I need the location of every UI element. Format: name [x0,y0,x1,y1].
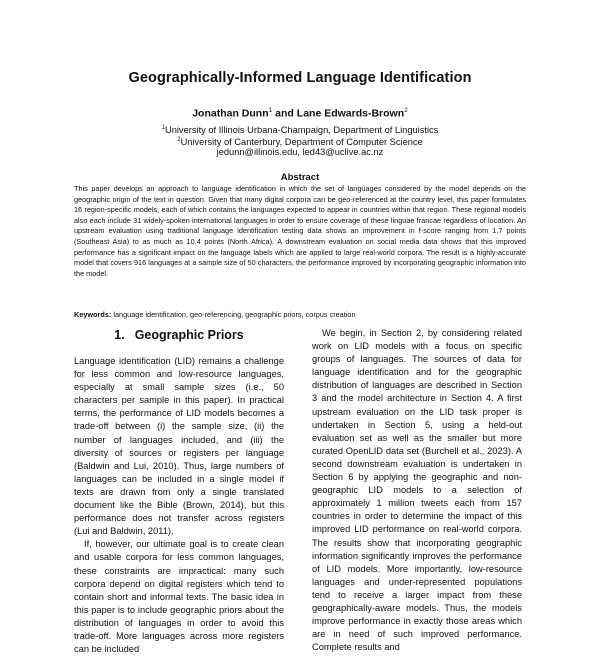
abstract-heading: Abstract [280,172,320,183]
abstract-body: This paper develops an approach to language identification in which the set of languages considered by the model depends on the geographic origin of the text in question. Given that many digital corpora can be geo-referenced at the country level, this paper formulates 16 region-specific models, each of which contains the languages expected to appear in countries within that region. These regional models also each include 31 widely-spoken international languages in order to ensure coverage of these linguae francae regardless of location. An upstream evaluation using traditional language identification testing data shows an improvement in f-score ranging from 1.7 points (Southeast Asia) to as much as 10.4 points (North Africa). A downstream evaluation on social media data shows that this improved performance has a significant impact on the language labels which are applied to large real-world corpora. The result is a highly-accurate model that covers 916 languages at a sample size of 50 characters, the performance improved by incorporating geographic information into the model. [74,184,526,278]
keywords-label: Keywords: [74,310,112,319]
keywords-text: language identification, geo-referencing, geographic priors, corpus creation [113,310,356,319]
author-emails: jedunn@illinois.edu, led43@uclive.ac.nz [216,147,384,157]
affiliation-2-text: University of Canterbury, Department of Computer Science [180,137,423,148]
section-title: Geographic Priors [134,328,244,342]
left-column [74,327,284,656]
author-1-mark: 1 [268,107,273,114]
author-1: Jonathan Dunn [192,107,269,120]
body-paragraph: Language identification (LID) remains a challenge for less common and low-resource languages, especially at small sample sizes (i.e., 50 characters per sample in this paper). In practical terms, the performance of LID models becomes a trade-off between (i) the sample size, (ii) the number of languages included, and (iii) the diversity of sources or registers per language (Baldwin and Lui, 2010). Thus, large numbers of languages can be included in a single model if texts are drawn from only a single translated document like the Bible (Brown, 2014), but this performance does not transfer across registers (Lui and Baldwin, 2011). [74,356,284,537]
author-2: Lane Edwards-Brown [296,107,405,120]
affiliation-1-text: University of Illinois Urbana-Champaign, Department of Linguistics [164,125,439,136]
keywords-line [74,310,526,319]
author-2-mark: 2 [404,107,408,114]
affiliation-1-mark: 1 [161,125,165,131]
author-joiner: and [272,107,297,120]
body-paragraph: We begin, in Section 2, by considering related work on LID models with a focus on specific groups of languages. The sources of data for language identification and for the geographic distribution of languages are described in Section 3 and the model architecture in Section 4. A first upstream evaluation on the LID task proper is undertaken in Section 5, using a held-out evaluation set as well as the smaller but more curated OpenLID data set (Burchell et al., 2023). A second downstream evaluation is undertaken in Section 6 by applying the geographic and non-geographic LID models to a selection of approximately 1 million tweets each from 157 countries in order to determine the impact of this improved LID performance on real-world corpora. The results show that incorporating geographic information significantly improves the performance of LID models. More importantly, low-resource languages and under-represented populations tend to receive a larger impact from these geographically-aware models. Thus, the models improve performance in exactly those areas which are in need of such improved performance. Complete results and [312,328,522,653]
paper-title: Geographically-Informed Language Identification [128,70,472,86]
right-column [312,327,522,654]
affiliation-2-mark: 2 [177,137,181,143]
section-number: 1. [114,328,125,342]
author-line [0,107,600,120]
body-paragraph: If, however, our ultimate goal is to create clean and usable corpora for less common languages, these constraints are impractical: many such corpora depend on digital registers which tend to contain short and informal texts. The basic idea in this paper is to include geographic priors about the distribution of languages in order to avoid this trade-off. More languages across more registers can be included [74,539,284,655]
section-heading [74,327,284,343]
